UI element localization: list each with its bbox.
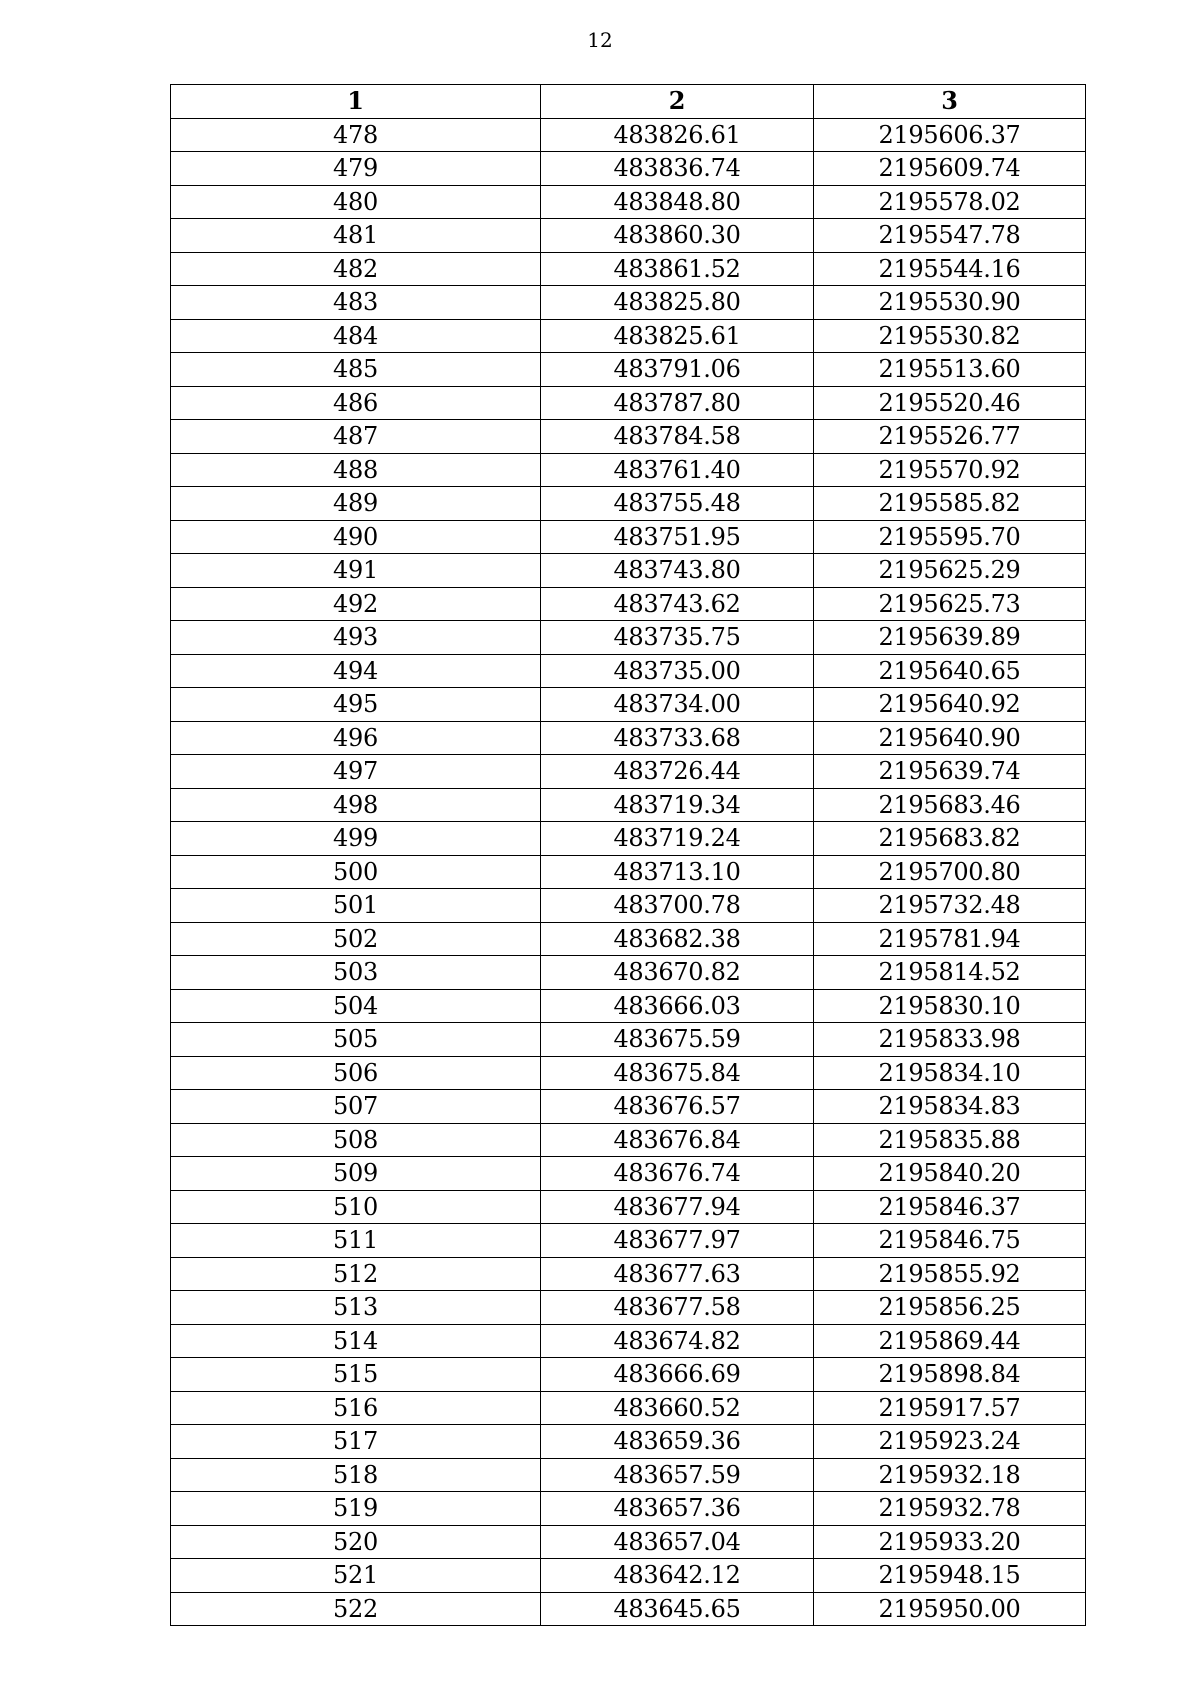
table-row (171, 1090, 1086, 1124)
table-row (171, 420, 1086, 454)
x-coordinate-cell: 483761.40 (541, 453, 814, 487)
x-coordinate-cell: 483787.80 (541, 386, 814, 420)
table-row (171, 1458, 1086, 1492)
y-coordinate-cell: 2195834.83 (814, 1090, 1086, 1124)
point-number-cell: 498 (171, 788, 541, 822)
x-coordinate-cell: 483861.52 (541, 252, 814, 286)
point-number-cell: 488 (171, 453, 541, 487)
table-row (171, 1291, 1086, 1325)
x-coordinate-cell: 483677.97 (541, 1224, 814, 1258)
table-row (171, 587, 1086, 621)
y-coordinate-cell: 2195898.84 (814, 1358, 1086, 1392)
point-number-cell: 513 (171, 1291, 541, 1325)
y-coordinate-cell: 2195544.16 (814, 252, 1086, 286)
point-number-cell: 520 (171, 1525, 541, 1559)
point-number-cell: 489 (171, 487, 541, 521)
table-row (171, 1492, 1086, 1526)
point-number-cell: 481 (171, 219, 541, 253)
x-coordinate-cell: 483755.48 (541, 487, 814, 521)
table-row (171, 319, 1086, 353)
table-row (171, 1056, 1086, 1090)
page-number: 12 (587, 28, 613, 52)
table-row (171, 654, 1086, 688)
y-coordinate-cell: 2195639.89 (814, 621, 1086, 655)
y-coordinate-cell: 2195606.37 (814, 118, 1086, 152)
table-row (171, 1592, 1086, 1626)
y-coordinate-cell: 2195530.90 (814, 286, 1086, 320)
table-row (171, 755, 1086, 789)
x-coordinate-cell: 483791.06 (541, 353, 814, 387)
x-coordinate-cell: 483657.36 (541, 1492, 814, 1526)
table-row (171, 286, 1086, 320)
y-coordinate-cell: 2195609.74 (814, 152, 1086, 186)
table-row (171, 353, 1086, 387)
table-row (171, 822, 1086, 856)
point-number-cell: 510 (171, 1190, 541, 1224)
point-number-cell: 514 (171, 1324, 541, 1358)
x-coordinate-cell: 483666.03 (541, 989, 814, 1023)
table-row (171, 1425, 1086, 1459)
table-row (171, 621, 1086, 655)
x-coordinate-cell: 483676.84 (541, 1123, 814, 1157)
table-row (171, 520, 1086, 554)
x-coordinate-cell: 483751.95 (541, 520, 814, 554)
y-coordinate-cell: 2195781.94 (814, 922, 1086, 956)
y-coordinate-cell: 2195526.77 (814, 420, 1086, 454)
table-row (171, 721, 1086, 755)
column-header-y: 3 (814, 85, 1086, 119)
table-row (171, 1224, 1086, 1258)
x-coordinate-cell: 483735.00 (541, 654, 814, 688)
y-coordinate-cell: 2195547.78 (814, 219, 1086, 253)
x-coordinate-cell: 483836.74 (541, 152, 814, 186)
y-coordinate-cell: 2195578.02 (814, 185, 1086, 219)
table-row (171, 889, 1086, 923)
point-number-cell: 482 (171, 252, 541, 286)
table-row (171, 1257, 1086, 1291)
point-number-cell: 487 (171, 420, 541, 454)
table-row (171, 1157, 1086, 1191)
point-number-cell: 506 (171, 1056, 541, 1090)
table-row (171, 386, 1086, 420)
x-coordinate-cell: 483825.61 (541, 319, 814, 353)
point-number-cell: 493 (171, 621, 541, 655)
point-number-cell: 486 (171, 386, 541, 420)
x-coordinate-cell: 483675.59 (541, 1023, 814, 1057)
table-row (171, 1525, 1086, 1559)
x-coordinate-cell: 483733.68 (541, 721, 814, 755)
table-row (171, 956, 1086, 990)
column-header-x: 2 (541, 85, 814, 119)
point-number-cell: 517 (171, 1425, 541, 1459)
y-coordinate-cell: 2195595.70 (814, 520, 1086, 554)
x-coordinate-cell: 483682.38 (541, 922, 814, 956)
x-coordinate-cell: 483735.75 (541, 621, 814, 655)
y-coordinate-cell: 2195513.60 (814, 353, 1086, 387)
coordinates-table (170, 84, 1086, 1626)
column-header-point: 1 (171, 85, 541, 119)
y-coordinate-cell: 2195932.78 (814, 1492, 1086, 1526)
point-number-cell: 519 (171, 1492, 541, 1526)
y-coordinate-cell: 2195950.00 (814, 1592, 1086, 1626)
y-coordinate-cell: 2195833.98 (814, 1023, 1086, 1057)
table-row (171, 922, 1086, 956)
x-coordinate-cell: 483826.61 (541, 118, 814, 152)
x-coordinate-cell: 483743.62 (541, 587, 814, 621)
table-row (171, 185, 1086, 219)
point-number-cell: 508 (171, 1123, 541, 1157)
table-row (171, 989, 1086, 1023)
point-number-cell: 516 (171, 1391, 541, 1425)
table-row (171, 219, 1086, 253)
point-number-cell: 497 (171, 755, 541, 789)
point-number-cell: 509 (171, 1157, 541, 1191)
x-coordinate-cell: 483719.34 (541, 788, 814, 822)
x-coordinate-cell: 483677.63 (541, 1257, 814, 1291)
y-coordinate-cell: 2195856.25 (814, 1291, 1086, 1325)
y-coordinate-cell: 2195585.82 (814, 487, 1086, 521)
y-coordinate-cell: 2195530.82 (814, 319, 1086, 353)
x-coordinate-cell: 483784.58 (541, 420, 814, 454)
y-coordinate-cell: 2195625.29 (814, 554, 1086, 588)
y-coordinate-cell: 2195869.44 (814, 1324, 1086, 1358)
y-coordinate-cell: 2195855.92 (814, 1257, 1086, 1291)
point-number-cell: 496 (171, 721, 541, 755)
x-coordinate-cell: 483674.82 (541, 1324, 814, 1358)
table-row (171, 788, 1086, 822)
y-coordinate-cell: 2195520.46 (814, 386, 1086, 420)
table-row (171, 1324, 1086, 1358)
table-header-row (171, 85, 1086, 119)
point-number-cell: 507 (171, 1090, 541, 1124)
point-number-cell: 515 (171, 1358, 541, 1392)
point-number-cell: 511 (171, 1224, 541, 1258)
x-coordinate-cell: 483743.80 (541, 554, 814, 588)
table-body (171, 118, 1086, 1626)
point-number-cell: 483 (171, 286, 541, 320)
y-coordinate-cell: 2195846.37 (814, 1190, 1086, 1224)
x-coordinate-cell: 483657.59 (541, 1458, 814, 1492)
y-coordinate-cell: 2195625.73 (814, 587, 1086, 621)
x-coordinate-cell: 483645.65 (541, 1592, 814, 1626)
point-number-cell: 502 (171, 922, 541, 956)
y-coordinate-cell: 2195640.90 (814, 721, 1086, 755)
y-coordinate-cell: 2195814.52 (814, 956, 1086, 990)
point-number-cell: 480 (171, 185, 541, 219)
x-coordinate-cell: 483675.84 (541, 1056, 814, 1090)
table-row (171, 1358, 1086, 1392)
y-coordinate-cell: 2195933.20 (814, 1525, 1086, 1559)
table-row (171, 1190, 1086, 1224)
x-coordinate-cell: 483677.94 (541, 1190, 814, 1224)
y-coordinate-cell: 2195917.57 (814, 1391, 1086, 1425)
y-coordinate-cell: 2195570.92 (814, 453, 1086, 487)
y-coordinate-cell: 2195683.46 (814, 788, 1086, 822)
point-number-cell: 492 (171, 587, 541, 621)
table-row (171, 855, 1086, 889)
table-row (171, 1559, 1086, 1593)
x-coordinate-cell: 483700.78 (541, 889, 814, 923)
x-coordinate-cell: 483825.80 (541, 286, 814, 320)
y-coordinate-cell: 2195834.10 (814, 1056, 1086, 1090)
table-row (171, 1023, 1086, 1057)
point-number-cell: 521 (171, 1559, 541, 1593)
point-number-cell: 479 (171, 152, 541, 186)
y-coordinate-cell: 2195700.80 (814, 855, 1086, 889)
table-row (171, 453, 1086, 487)
y-coordinate-cell: 2195640.65 (814, 654, 1086, 688)
y-coordinate-cell: 2195732.48 (814, 889, 1086, 923)
point-number-cell: 484 (171, 319, 541, 353)
y-coordinate-cell: 2195830.10 (814, 989, 1086, 1023)
x-coordinate-cell: 483666.69 (541, 1358, 814, 1392)
table-row (171, 688, 1086, 722)
x-coordinate-cell: 483676.57 (541, 1090, 814, 1124)
table-row (171, 152, 1086, 186)
y-coordinate-cell: 2195948.15 (814, 1559, 1086, 1593)
x-coordinate-cell: 483676.74 (541, 1157, 814, 1191)
x-coordinate-cell: 483726.44 (541, 755, 814, 789)
x-coordinate-cell: 483657.04 (541, 1525, 814, 1559)
point-number-cell: 512 (171, 1257, 541, 1291)
table-row (171, 487, 1086, 521)
table-row (171, 554, 1086, 588)
point-number-cell: 499 (171, 822, 541, 856)
point-number-cell: 504 (171, 989, 541, 1023)
point-number-cell: 503 (171, 956, 541, 990)
point-number-cell: 505 (171, 1023, 541, 1057)
point-number-cell: 491 (171, 554, 541, 588)
y-coordinate-cell: 2195923.24 (814, 1425, 1086, 1459)
y-coordinate-cell: 2195846.75 (814, 1224, 1086, 1258)
y-coordinate-cell: 2195640.92 (814, 688, 1086, 722)
point-number-cell: 495 (171, 688, 541, 722)
x-coordinate-cell: 483642.12 (541, 1559, 814, 1593)
point-number-cell: 518 (171, 1458, 541, 1492)
x-coordinate-cell: 483659.36 (541, 1425, 814, 1459)
x-coordinate-cell: 483713.10 (541, 855, 814, 889)
y-coordinate-cell: 2195683.82 (814, 822, 1086, 856)
x-coordinate-cell: 483660.52 (541, 1391, 814, 1425)
x-coordinate-cell: 483848.80 (541, 185, 814, 219)
point-number-cell: 500 (171, 855, 541, 889)
y-coordinate-cell: 2195835.88 (814, 1123, 1086, 1157)
point-number-cell: 494 (171, 654, 541, 688)
y-coordinate-cell: 2195932.18 (814, 1458, 1086, 1492)
x-coordinate-cell: 483670.82 (541, 956, 814, 990)
table-row (171, 252, 1086, 286)
y-coordinate-cell: 2195840.20 (814, 1157, 1086, 1191)
x-coordinate-cell: 483719.24 (541, 822, 814, 856)
x-coordinate-cell: 483677.58 (541, 1291, 814, 1325)
table-row (171, 1123, 1086, 1157)
point-number-cell: 490 (171, 520, 541, 554)
table-row (171, 118, 1086, 152)
y-coordinate-cell: 2195639.74 (814, 755, 1086, 789)
point-number-cell: 522 (171, 1592, 541, 1626)
x-coordinate-cell: 483734.00 (541, 688, 814, 722)
point-number-cell: 478 (171, 118, 541, 152)
point-number-cell: 501 (171, 889, 541, 923)
table-row (171, 1391, 1086, 1425)
x-coordinate-cell: 483860.30 (541, 219, 814, 253)
point-number-cell: 485 (171, 353, 541, 387)
